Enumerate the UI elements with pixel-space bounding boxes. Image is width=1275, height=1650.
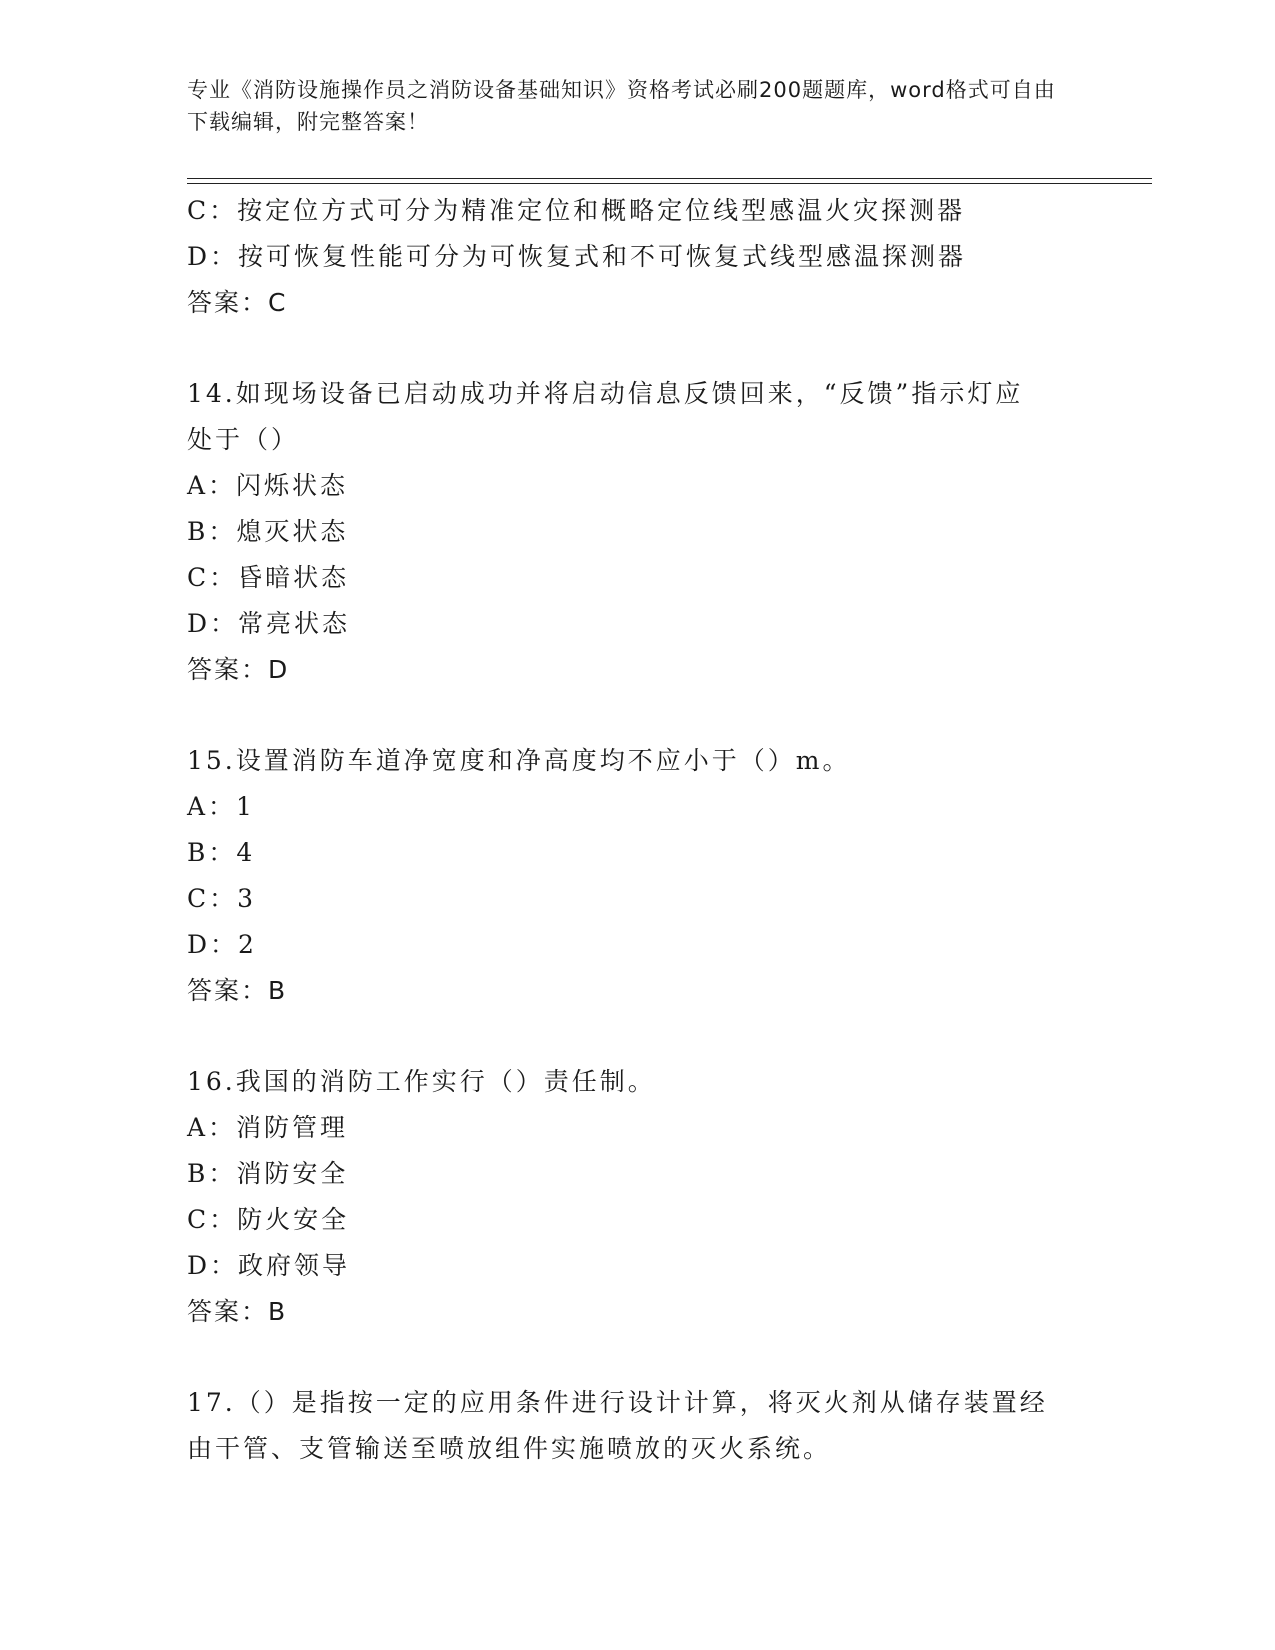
option-d: D：常亮状态 [187, 609, 351, 638]
question-text-line-1: 16.我国的消防工作实行（）责任制。 [187, 1067, 656, 1096]
question-list [187, 188, 1087, 1472]
option-c: C：按定位方式可分为精准定位和概略定位线型感温火灾探测器 [187, 196, 966, 225]
answer: 答案：B [187, 976, 288, 1005]
spacer [187, 1335, 1087, 1380]
question-17 [187, 1380, 1087, 1472]
option-b: B：消防安全 [187, 1159, 349, 1188]
option-d: D：2 [187, 930, 257, 959]
option-a: A：1 [187, 792, 255, 821]
spacer [187, 1014, 1087, 1059]
option-a: A：消防管理 [187, 1113, 349, 1142]
answer: 答案：C [187, 288, 288, 317]
option-c: C：昏暗状态 [187, 563, 350, 592]
option-c: C：3 [187, 884, 257, 913]
option-b: B：熄灭状态 [187, 517, 349, 546]
question-15 [187, 738, 1087, 1014]
answer: 答案：D [187, 655, 290, 684]
spacer [187, 326, 1087, 371]
question-16 [187, 1059, 1087, 1335]
option-c: C：防火安全 [187, 1205, 350, 1234]
question-text-line-2: 由干管、支管输送至喷放组件实施喷放的灭火系统。 [187, 1434, 832, 1463]
question-text-line-1: 14.如现场设备已启动成功并将启动信息反馈回来，“反馈”指示灯应 [187, 379, 1024, 408]
header-divider-top [187, 178, 1152, 179]
question-text-line-2: 处于（） [187, 425, 300, 454]
question-14 [187, 371, 1087, 693]
option-d: D：政府领导 [187, 1251, 351, 1280]
question-text-line-1: 15.设置消防车道净宽度和净高度均不应小于（）m。 [187, 746, 851, 775]
header-divider-bottom [187, 183, 1152, 184]
header-intro-text: 专业《消防设施操作员之消防设备基础知识》资格考试必刷200题题库，word格式可自由下载编辑，附完整答案！ [187, 78, 1056, 134]
answer: 答案：B [187, 1297, 288, 1326]
option-a: A：闪烁状态 [187, 471, 349, 500]
spacer [187, 693, 1087, 738]
question-text-line-1: 17.（）是指按一定的应用条件进行设计计算，将灭火剂从储存装置经 [187, 1388, 1048, 1417]
document-header [187, 74, 1067, 138]
option-b: B：4 [187, 838, 256, 867]
option-d: D：按可恢复性能可分为可恢复式和不可恢复式线型感温探测器 [187, 242, 967, 271]
question-13-tail [187, 188, 1087, 326]
